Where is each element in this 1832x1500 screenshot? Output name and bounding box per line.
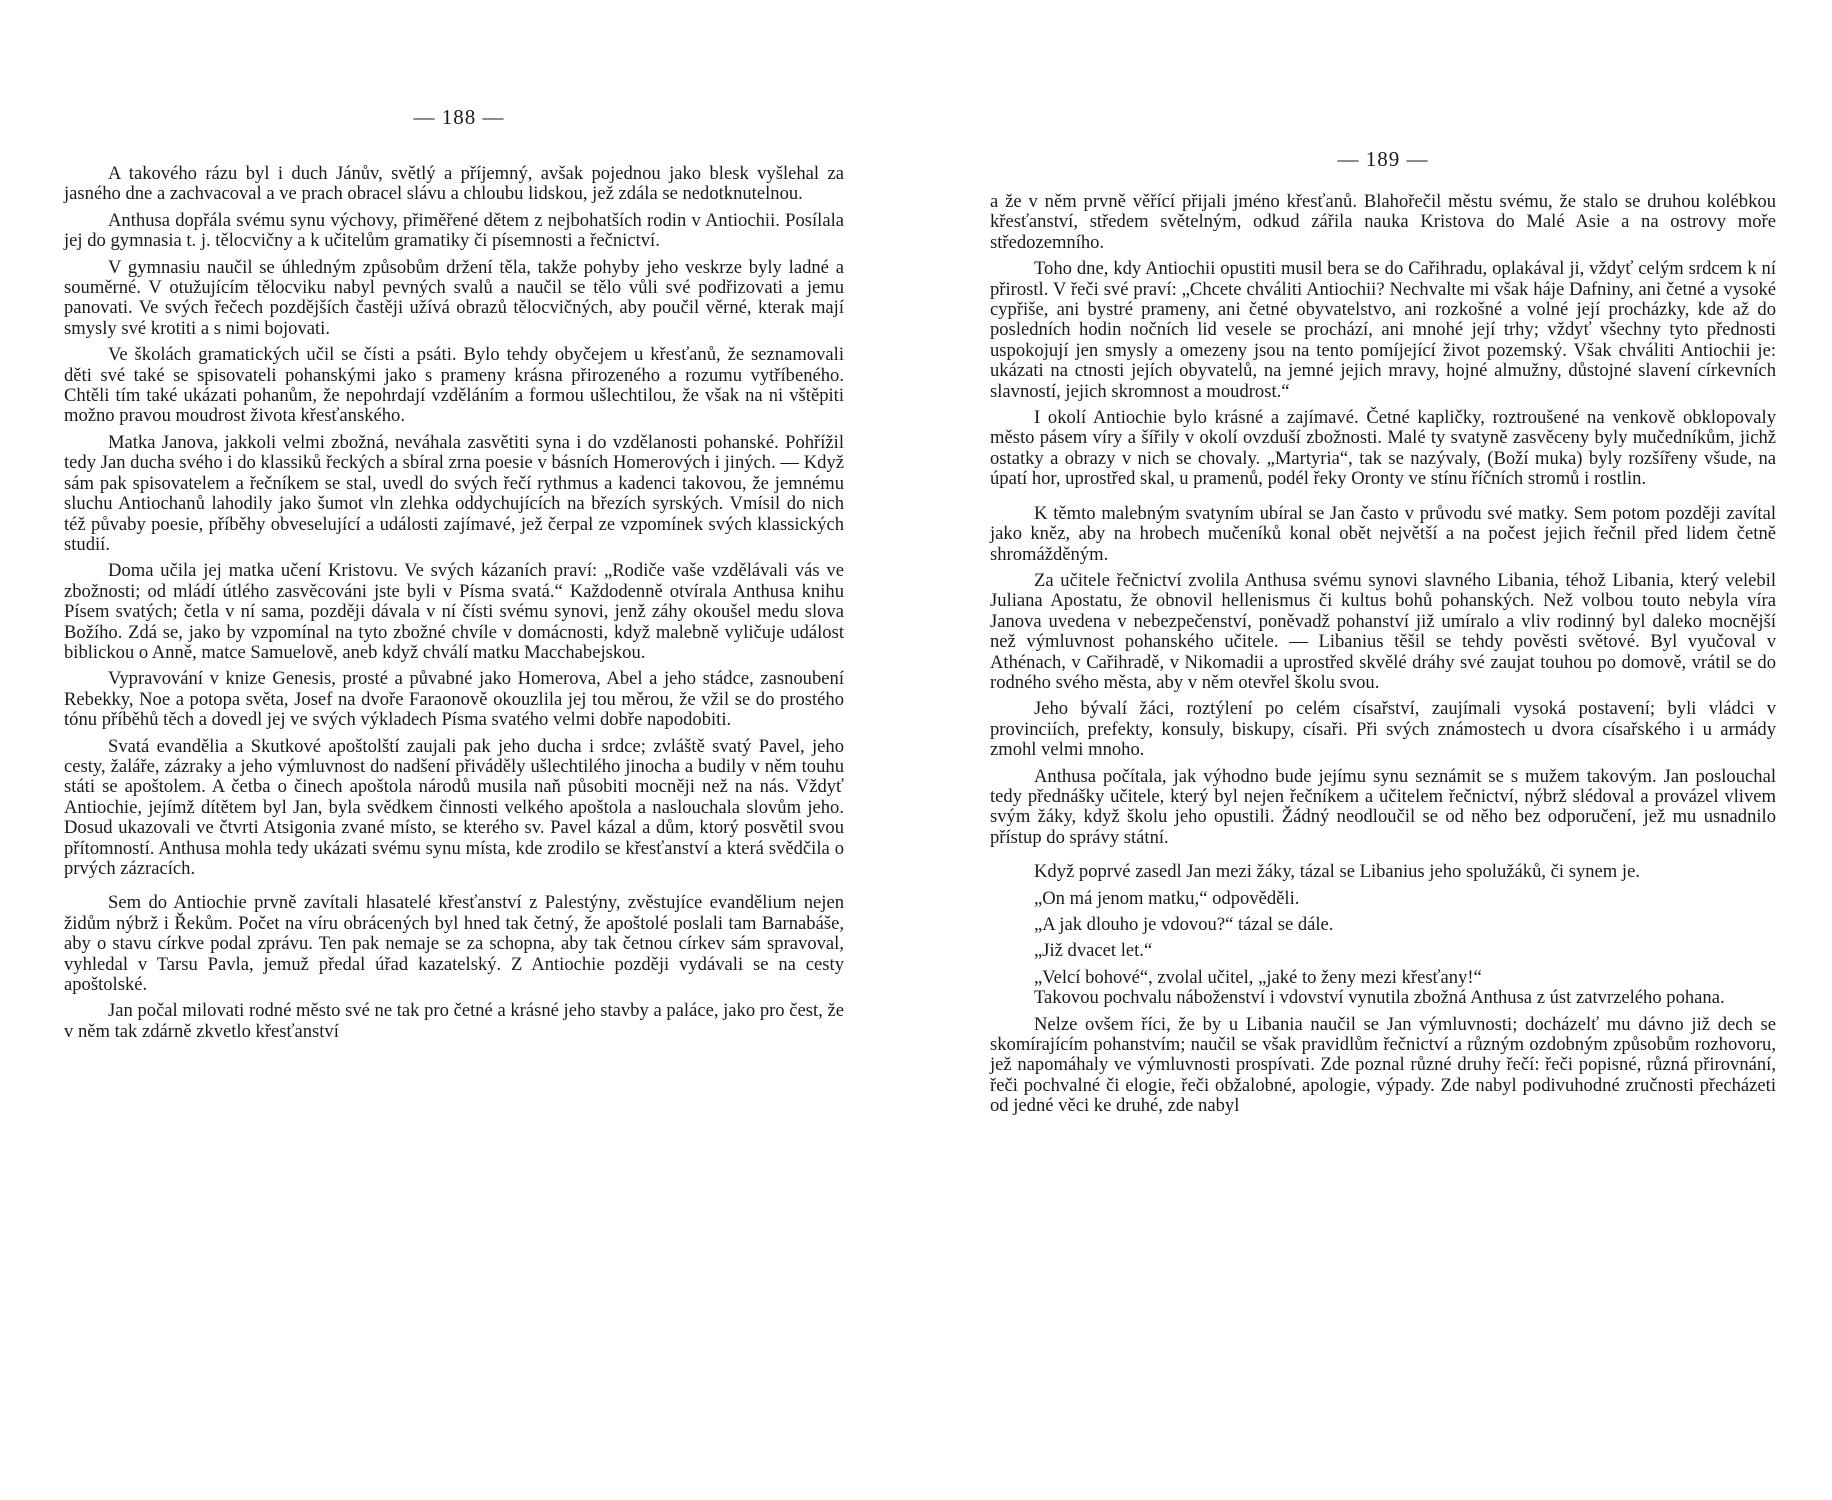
dialogue-line: „Již dvacet let.“ (1034, 940, 1153, 962)
dialogue-line: „A jak dlouho je vdovou?“ tázal se dále. (1034, 914, 1334, 935)
paragraph: Nelze ovšem říci, že by u Libania naučil se Jan výmluvnosti; docházelť mu dávno již dech se skomírajícím pohanstvím; naučil se však pravidlům řečnictví a různým ozdobným způsobům rozhovoru, jež napomáhaly ve výmluvnosti prospívati. Zde poznal různé druhy řečí: řeči popisné, různá přirovnání, řeči pochvalné či elogie, řeči obžalobné, apologie, výpady. Zde nabyl podivuhodné zručnosti přecházeti od jedné věci ke druhé, zde nabyl (990, 1013, 1776, 1117)
paragraph: Toho dne, kdy Antiochii opustiti musil bera se do Cařihradu, oplakával ji, vždyť celým srdcem k ní přirostl. V řeči své praví: „Chcete chváliti Antiochii? Nechvalte mi však háje Dafniny, ani četné a vysoké cypřiše, ani bystré prameny, ani četné obyvatelstvo, ani rozkošné a volné její procházky, kde až do posledních hodin nočních lid vesele se prochází, ani mnohé její trhy; vždyť všechny tyto přednosti uspokojují jen smysly a omezeny jsou na tento pomíjející život pozemský. Však chváliti Antiochii je: ukázati na ctnosti jejích obyvatelů, na jemné jejich mravy, hojné almužny, důstojné slavení církevních slavností, jejich skromnost a moudrost.“ (990, 258, 1776, 402)
paragraph: A takového rázu byl i duch Jánův, světlý a příjemný, avšak pojednou jako blesk vyšlehal za jasného dne a zachvacoval a ve prach obracel slávu a chloubu lidskou, jež zdála se nedotknutelnou. (64, 163, 844, 205)
right-page (990, 146, 1776, 1486)
paragraph: Doma učila jej matka učení Kristovu. Ve svých kázaních praví: „Rodiče vaše vzdělávali vás ve zbožnosti; od mládí útlého zasvěcováni jste byli v Písma svatá.“ Každodenně otvírala Anthusa knihu Písem svatých; četla v ní sama, později dávala v ní čísti svému synovi, jenž záhy okoušel medu slova Božího. Zdá se, jako by vzpomínal na tyto zbožné chvíle v domácnosti, když malebně vyličuje událost biblickou o Anně, matce Samuelově, aneb když chválí matku Macchabejskou. (64, 560, 844, 663)
paragraph: V gymnasiu naučil se úhledným způsobům držení těla, takže pohyby jeho veskrze byly ladné a souměrné. V otužujícím tělocviku nabyl pevných svalů a naučil se tělo vůli své podřizovati a jemu panovati. Ve svých řečech pozdějších častěji užívá obrazů tělocvičných, aby poučil věrné, kterak mají smysly své krotiti a s nimi bojovati. (64, 256, 844, 339)
paragraph: Když poprvé zasedl Jan mezi žáky, tázal se Libanius jeho spolužáků, či synem je. (1034, 861, 1640, 883)
page-body (64, 164, 844, 1042)
paragraph: Jeho bývalí žáci, roztýlení po celém císařství, zaujímali vysoká postavení; byli vládci v provinciích, prefekty, konsuly, biskupy, císaři. Při svých známostech u dvora císařského i u armády zmohl velmi mnoho. (990, 698, 1776, 761)
page-body (990, 192, 1776, 1117)
paragraph: Za učitele řečnictví zvolila Anthusa svému synovi slavného Libania, téhož Libania, který velebil Juliana Apostatu, že obnovil hellenismus či kultus bohů pohanských. Než volbou touto nebyla víra Janova uvedena v nebezpečenství, poněvadž pohanství již umíralo a vliv rodinný byl daleko mocnější než výmluvnost pohanského učitele. — Libanius těšil se tehdy pověsti světové. Byl vyučoval v Athénach, v Cařihradě, v Nikomadii a uprostřed skvělé dráhy své zaujat touhou po domově, vrátil se do rodného svého města, aby v něm otevřel školu svou. (990, 569, 1776, 693)
paragraph: Vypravování v knize Genesis, prosté a půvabné jako Homerova, Abel a jeho stádce, zasnoubení Rebekky, Noe a potopa světa, Josef na dvoře Faraonově okouzlila jej tou měrou, že vžil se do prostého tónu příběhů těch a dovedl jej ve svých výkladech Písma svatého velmi dobře napodobiti. (64, 668, 844, 731)
paragraph: Ve školách gramatických učil se čísti a psáti. Bylo tehdy obyčejem u křesťanů, že seznamovali děti své také se spisovateli pohanskými jako s prameny krásna přirozeného a rozumu vytříbeného. Chtěli tím také ukázati pohanům, že nepohrdají vzděláním a formou ušlechtilou, že však na ni vštěpiti možno pravou moudrost života křesťanského. (64, 344, 844, 427)
paragraph: Anthusa počítala, jak výhodno bude jejímu synu seznámit se s mužem takovým. Jan poslouchal tedy přednášky učitele, který byl nejen řečníkem a učitelem řečnictví, nýbrž slédoval a provázel vlivem svým žáky, když školu jeho opustili. Žádný neodloučil se od něho bez odporučení, jež mu usnadnilo přístup do správy státní. (990, 765, 1776, 848)
paragraph: Matka Janova, jakkoli velmi zbožná, neváhala zasvětiti syna i do vzdělanosti pohanské. Pohřížil tedy Jan ducha svého i do klassiků řeckých a sbíral zrna poesie v básních Homerových i jiných. — Když sám pak spisovatelem a řečníkem se stal, uvedl do svých řečí rythmus a kadenci takovou, že jemnému sluchu Antiochanů lahodily jako šumot vln zlehka oddychujících na březích syrských. Vmísil do nich též půvaby poesie, příběhy obveselující a události zajímavé, jež čerpal ze vzpomínek svých klassických studií. (64, 431, 844, 555)
left-page (64, 104, 844, 1484)
paragraph: Jan počal milovati rodné město své ne tak pro četné a krásné jeho stavby a paláce, jako pro čest, že v něm tak zdárně zkvetlo křesťanství (64, 1000, 844, 1042)
paragraph: I okolí Antiochie bylo krásné a zajímavé. Četné kapličky, roztroušené na venkově obklopovaly město pásem víry a šířily v okolí ovzduší zbožnosti. Malé ty svatyně zasvěceny byly mučedníkům, jichž ostatky a obrazy v nich se chovaly. „Martyria“, tak se nazývaly, (Boží muka) byly rozšířeny všude, na úpatí hor, uprostřed skal, u pramenů, podél řeky Oronty ve stínu říčních stromů i rostlin. (990, 407, 1776, 490)
paragraph: Svatá evandělia a Skutkové apoštolští zaujali pak jeho ducha i srdce; zvláště svatý Pavel, jeho cesty, žaláře, zázraky a jeho výmluvnost do nadšení přiváděly ušlechtilého jinocha a budily v něm touhu státi se apoštolem. A četba o činech apoštola národů musila naň působiti mocněji než na nás. Vždyť Antiochie, jejímž dítětem byl Jan, byla svědkem činnosti velkého apoštola a naslouchala slovům jeho. Dosud ukazovali ve čtvrti Atsigonia zvané místo, se kterého sv. Pavel kázal a dům, ktorý posvětil svou přítomností. Anthusa mohla tedy ukázati svému synu místa, kde zrodilo se křesťanství a která svědčila o prvých zázracích. (64, 735, 844, 879)
paragraph: a že v něm prvně věřící přijali jméno křesťanů. Blahořečil městu svému, že stalo se druhou kolébkou křesťanství, středem světelným, odkud zářila nauka Kristova do Malé Asie a na ostrovy moře středozemního. (990, 191, 1776, 253)
dialogue-line: „On má jenom matku,“ odpověděli. (1034, 887, 1300, 909)
paragraph: K těmto malebným svatyním ubíral se Jan často v průvodu své matky. Sem potom později zavítal jako kněz, aby na hrobech mučeníků konal obět největší a na počest jejich řečnil před lidem četně shromážděným. (990, 502, 1776, 565)
paragraph: Anthusa dopřála svému synu výchovy, přiměřené dětem z nejbohatších rodin v Antiochii. Posílala jej do gymnasia t. j. tělocvičny a k učitelům gramatiky či písemnosti a řečnictví. (64, 209, 844, 252)
dialogue-line: „Velcí bohové“, zvolal učitel, „jaké to ženy mezi křesťany!“ (1034, 966, 1482, 988)
paragraph: Sem do Antiochie prvně zavítali hlasatelé křesťanství z Palestýny, zvěstujíce evandělium nejen židům nýbrž i Řekům. Počet na víru obrácených byl hned tak četný, že apoštolé poslali tam Barnabáše, aby o stavu církve podal zprávu. Ten pak nemaje se za schopna, aby tak četnou církev sám spravoval, vyhledal v Tarsu Pavla, jemuž předal úřad kazatelský. Z Antiochie později vydávali se na cesty apoštolské. (64, 892, 844, 996)
page-number: — 189 — (1337, 147, 1429, 171)
page-number: — 188 — (413, 105, 505, 129)
paragraph: Takovou pochvalu náboženství i vdovství vynutila zbožná Anthusa z úst zatvrzelého pohana. (1034, 987, 1725, 1009)
